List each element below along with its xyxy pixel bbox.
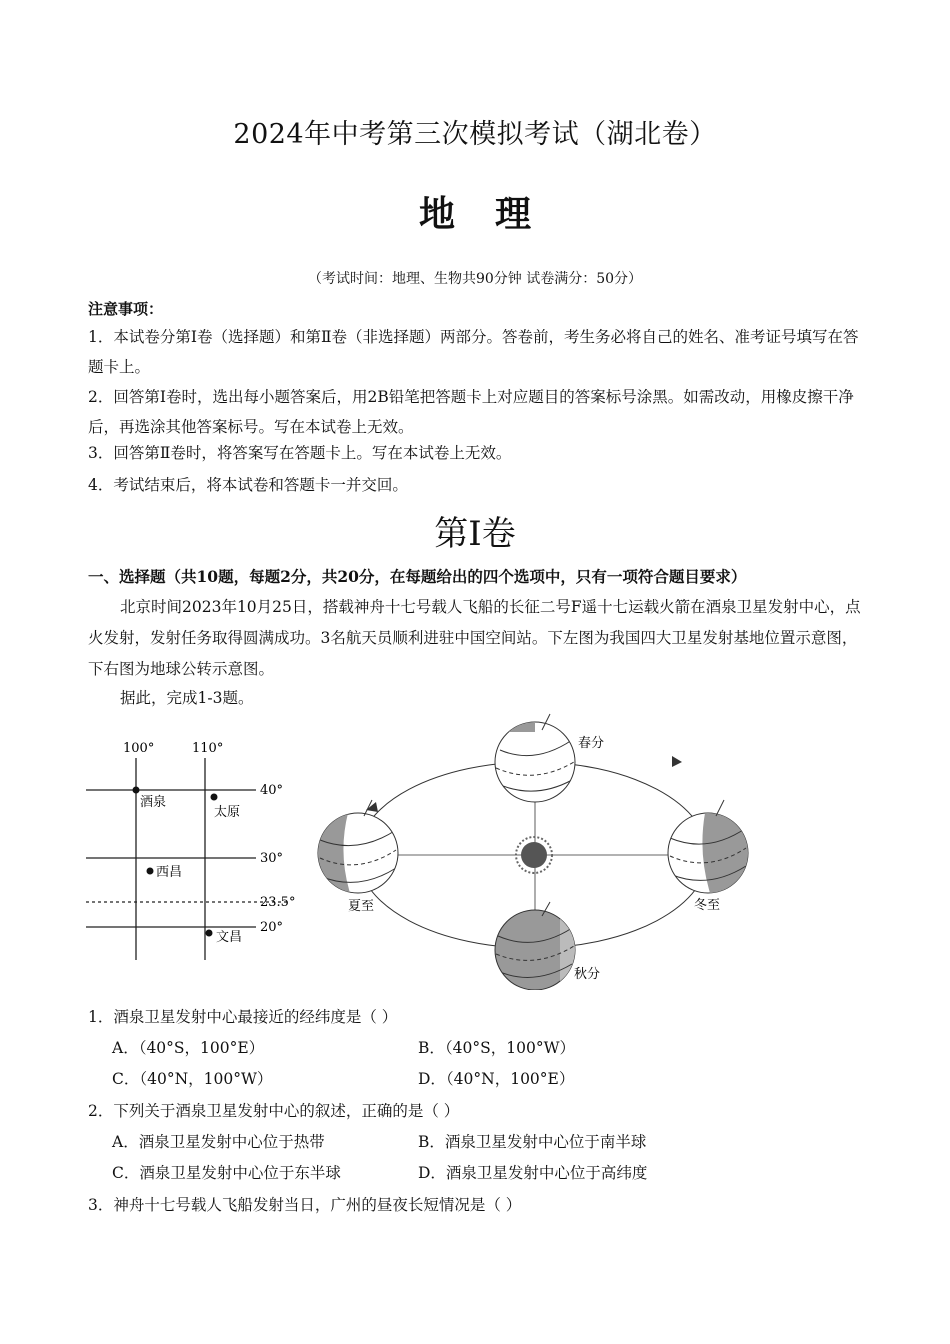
q2-option-b: B．酒泉卫星发射中心位于南半球 [418, 1133, 647, 1151]
label-spring: 春分 [578, 736, 605, 751]
launch-site-map [80, 730, 310, 970]
q2-option-a: A．酒泉卫星发射中心位于热带 [112, 1133, 325, 1151]
site-label-xichang: 西昌 [156, 865, 183, 880]
section-heading: 一、选择题（共10题，每题2分，共20分，在每题给出的四个选项中，只有一项符合题目要求） [88, 567, 747, 586]
q2-option-c: C．酒泉卫星发射中心位于东半球 [112, 1164, 341, 1182]
earth-summer [318, 800, 398, 893]
q1-option-d: D．（40°N，100°E） [418, 1070, 575, 1088]
q2-option-d: D．酒泉卫星发射中心位于高纬度 [418, 1164, 648, 1182]
lon-label-110: 110° [192, 741, 224, 756]
question-2-stem: 2．下列关于酒泉卫星发射中心的叙述，正确的是（ ） [88, 1102, 460, 1120]
label-winter: 冬至 [694, 898, 721, 913]
question-prompt: 据此，完成1-3题。 [120, 689, 254, 707]
volume-title: 第Ⅰ卷 [434, 514, 516, 554]
question-3-stem: 3．神舟十七号载人飞船发射当日，广州的昼夜长短情况是（ ） [88, 1196, 522, 1214]
site-label-wenchang: 文昌 [216, 930, 243, 945]
lat-label-23: 23.5° [260, 895, 296, 910]
document-title: 2024年中考第三次模拟考试（湖北卷） [233, 119, 717, 150]
site-dot-xichang [147, 868, 154, 875]
notice-item-4: 4．考试结束后，将本试卷和答题卡一并交回。 [88, 476, 408, 494]
earth-winter [668, 800, 748, 893]
site-dot-wenchang [206, 930, 213, 937]
earth-orbit-diagram [310, 710, 770, 990]
sun-icon [516, 837, 552, 873]
subject-title: 地理 [418, 194, 571, 235]
notice-item-2: 2．回答第Ⅰ卷时，选出每小题答案后，用2B铅笔把答题卡上对应题目的答案标号涂黑。如需改动，用橡皮擦干净后，再选涂其他答案标号。写在本试卷上无效。 [88, 388, 854, 436]
q1-option-c: C．（40°N，100°W） [112, 1070, 273, 1088]
lat-label-20: 20° [260, 920, 284, 935]
orbit-arrow-icon [672, 756, 682, 767]
question-1-stem: 1．酒泉卫星发射中心最接近的经纬度是（ ） [88, 1008, 398, 1026]
site-label-jiuquan: 酒泉 [140, 795, 167, 810]
material-text: 北京时间2023年10月25日，搭载神舟十七号载人飞船的长征二号F遥十七运载火箭在酒泉卫星发射中心，点火发射，发射任务取得圆满成功。3名航天员顺利进驻中国空间站。下左图为我国四大卫星发射基地位置示意图，下右图为地球公转示意图。 [88, 598, 861, 678]
lat-label-30: 30° [260, 851, 284, 866]
site-dot-jiuquan [133, 787, 140, 794]
exam-info: （考试时间：地理、生物共90分钟 试卷满分：50分） [307, 271, 643, 287]
notice-item-1: 1．本试卷分第Ⅰ卷（选择题）和第Ⅱ卷（非选择题）两部分。答卷前，考生务必将自己的姓名、准考证号填写在答题卡上。 [88, 328, 859, 376]
notice-heading: 注意事项： [88, 300, 164, 318]
lon-label-100: 100° [123, 741, 155, 756]
notice-item-3: 3．回答第Ⅱ卷时，将答案写在答题卡上。写在本试卷上无效。 [88, 444, 512, 462]
site-label-taiyuan: 太原 [214, 805, 241, 820]
earth-spring [495, 714, 575, 802]
label-summer: 夏至 [348, 899, 375, 914]
q1-option-b: B．（40°S，100°W） [418, 1039, 575, 1057]
earth-autumn [495, 902, 580, 990]
orbit-arrow-icon [366, 802, 378, 812]
site-dot-taiyuan [211, 794, 218, 801]
lat-label-40: 40° [260, 783, 284, 798]
label-autumn: 秋分 [574, 967, 601, 982]
q1-option-a: A．（40°S，100°E） [112, 1039, 265, 1057]
